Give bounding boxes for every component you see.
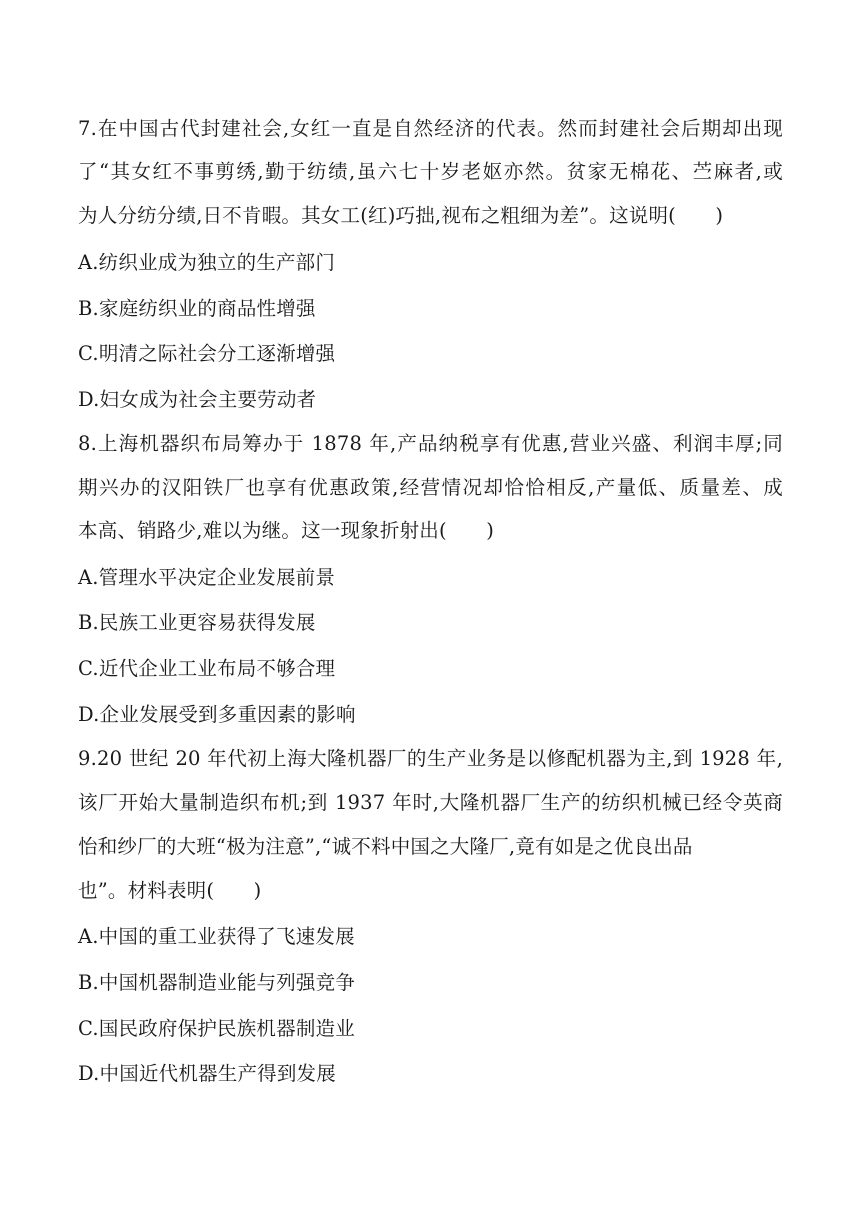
question-7-stem-line-2: 了“其女红不事剪绣,勤于纺绩,虽六七十岁老妪亦然。贫家无棉花、苎麻者,或: [78, 160, 783, 183]
question-7-option-d[interactable]: D.妇女成为社会主要劳动者: [78, 388, 317, 411]
question-7-stem-line-3: 为人分纺分绩,日不肯暇。其女工(红)巧拙,视布之粗细为差”。这说明( ): [78, 204, 724, 227]
question-7-option-b[interactable]: B.家庭纺织业的商品性增强: [78, 297, 316, 320]
question-9-stem-line-4: 也”。材料表明( ): [78, 879, 262, 902]
question-9-option-d[interactable]: D.中国近代机器生产得到发展: [78, 1062, 336, 1085]
question-7-option-a[interactable]: A.纺织业成为独立的生产部门: [78, 251, 336, 274]
question-9-option-c[interactable]: C.国民政府保护民族机器制造业: [78, 1017, 355, 1040]
question-8-stem-line-2: 期兴办的汉阳铁厂也享有优惠政策,经营情况却恰恰相反,产量低、质量差、成: [78, 476, 783, 499]
question-9-stem-line-3: 怡和纱厂的大班“极为注意”,“诚不料中国之大隆厂,竟有如是之优良出品: [78, 835, 693, 858]
question-8-stem-line-3: 本高、销路少,难以为继。这一现象折射出( ): [78, 519, 495, 542]
question-8-option-a[interactable]: A.管理水平决定企业发展前景: [78, 566, 336, 589]
question-8-option-d[interactable]: D.企业发展受到多重因素的影响: [78, 703, 356, 726]
question-9-option-a[interactable]: A.中国的重工业获得了飞速发展: [78, 925, 355, 948]
question-9-stem-line-1: 9.20 世纪 20 年代初上海大隆机器厂的生产业务是以修配机器为主,到 1928 年,: [78, 747, 783, 770]
question-7-option-c[interactable]: C.明清之际社会分工逐渐增强: [78, 342, 336, 365]
question-7-stem-line-1: 7.在中国古代封建社会,女红一直是自然经济的代表。然而封建社会后期却出现: [78, 117, 783, 140]
question-8-stem-line-1: 8.上海机器织布局筹办于 1878 年,产品纳税享有优惠,营业兴盛、利润丰厚;同: [78, 432, 783, 455]
question-9-stem-line-2: 该厂开始大量制造织布机;到 1937 年时,大隆机器厂生产的纺织机械已经令英商: [78, 791, 783, 814]
question-8-option-c[interactable]: C.近代企业工业布局不够合理: [78, 657, 336, 680]
question-9-option-b[interactable]: B.中国机器制造业能与列强竞争: [78, 971, 356, 994]
question-8-option-b[interactable]: B.民族工业更容易获得发展: [78, 611, 316, 634]
